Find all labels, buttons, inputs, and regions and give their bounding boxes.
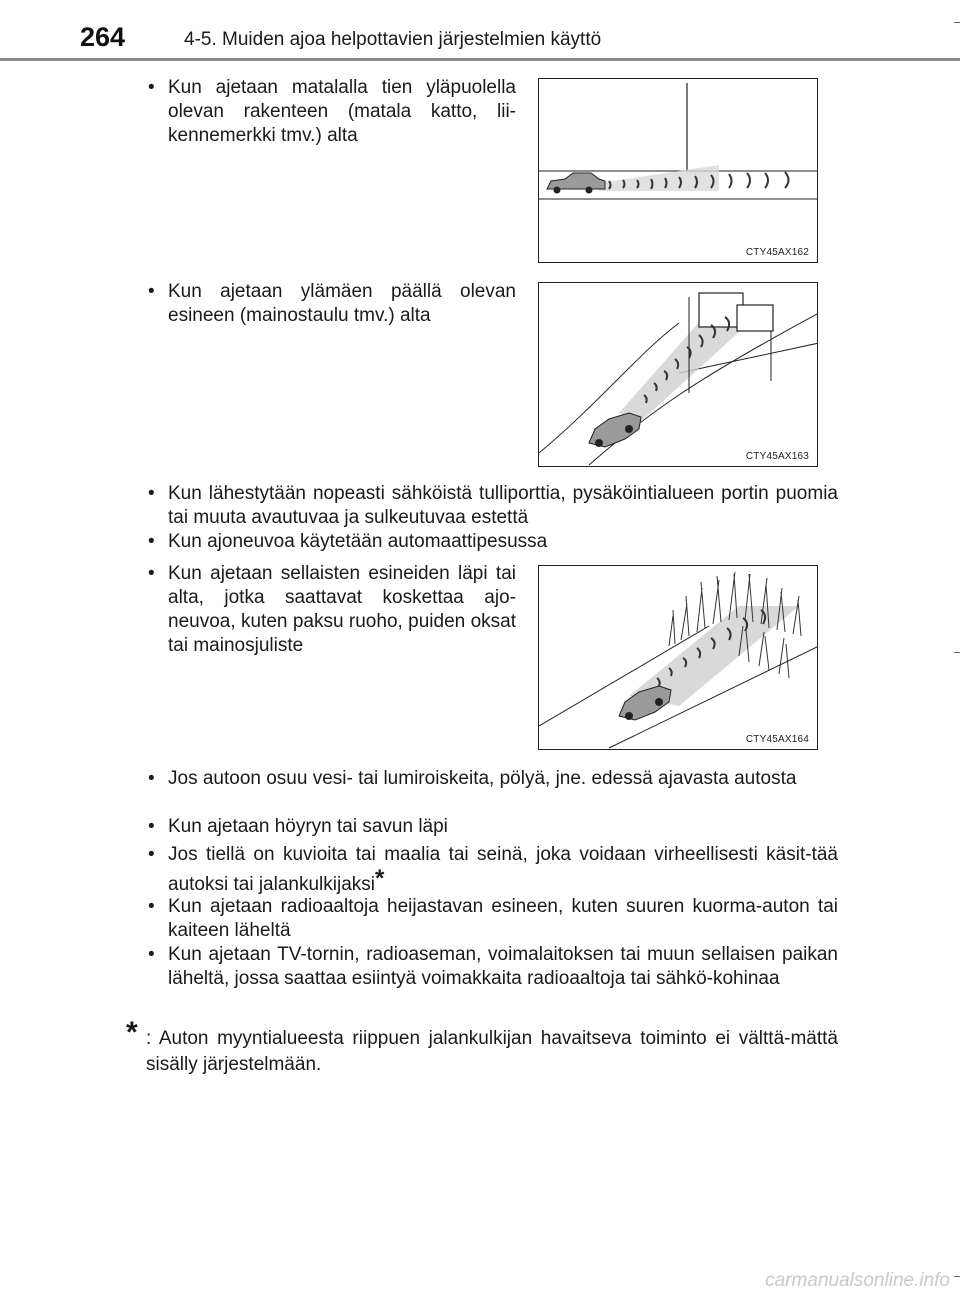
bullet-mark: •: [148, 563, 155, 584]
figure-code: CTY45AX163: [745, 451, 809, 462]
list-item: [148, 562, 516, 658]
list-item: [148, 530, 838, 554]
thick-grass-illustration: [539, 566, 818, 750]
bullet-mark: •: [148, 768, 155, 789]
figure-code: CTY45AX162: [745, 247, 809, 258]
list-item-text: Kun ajetaan TV-tornin, radioaseman, voimalaitoksen tai muun sellaisen paikan läheltä, jossa saattaa esiintyä voimakkaita radioaaltoja tai sähkö-kohinaa: [168, 944, 838, 989]
figure-uphill-billboard: [538, 282, 818, 467]
list-item: [148, 840, 838, 900]
bullet-mark: •: [148, 281, 155, 302]
low-structure-illustration: [539, 79, 818, 263]
footnote-mark: *: [126, 1016, 138, 1049]
bullet-mark: •: [148, 844, 155, 865]
bullet-mark: •: [148, 944, 155, 965]
bullet-mark: •: [148, 483, 155, 504]
list-item-text-main: Jos tiellä on kuvioita tai maalia tai seinä, joka voidaan virheellisesti käsit-tää autoksi tai jalankulkijaksi: [168, 844, 838, 895]
list-item-text: Kun ajetaan matalalla tien yläpuolella olevan rakenteen (matala katto, lii-kennemerkki tmv.) alta: [168, 77, 516, 146]
list-item-text: Kun ajetaan radioaaltoja heijastavan esineen, kuten suuren kuorma-auton tai kaiteen läheltä: [168, 896, 838, 941]
list-item: [148, 943, 838, 991]
header-rule: [0, 58, 960, 61]
figure-low-structure: [538, 78, 818, 263]
list-item: [148, 815, 838, 839]
watermark: carmanualsonline.info: [765, 1270, 950, 1291]
footnote-reference: *: [375, 865, 385, 892]
footnote-text: : Auton myyntialueesta riippuen jalankulkijan havaitseva toiminto ei välttä-mättä sisälly järjestelmään.: [146, 1028, 838, 1075]
page-number: 264: [80, 22, 126, 52]
list-item: [148, 895, 838, 943]
figure-thick-grass: [538, 565, 818, 750]
list-item-text: Kun ajetaan sellaisten esineiden läpi tai alta, jotka saattavat koskettaa ajo-neuvoa, kuten paksu ruoho, puiden oksat tai mainosjuliste: [168, 563, 516, 656]
bullet-mark: •: [148, 816, 155, 837]
list-item-text: Kun ajoneuvoa käytetään automaattipesussa: [168, 531, 548, 552]
page-header: [0, 0, 960, 62]
margin-tick: [954, 22, 960, 23]
list-item: [148, 280, 516, 328]
bullet-mark: •: [148, 77, 155, 98]
list-item-text: Kun lähestytään nopeasti sähköistä tulliporttia, pysäköintialueen portin puomia tai muuta avautuvaa ja sulkeutuvaa estettä: [168, 483, 838, 528]
margin-tick: [954, 652, 960, 653]
uphill-billboard-illustration: [539, 283, 818, 467]
bullet-mark: •: [148, 896, 155, 917]
figure-code: CTY45AX164: [745, 734, 809, 745]
list-item-text: [168, 840, 838, 900]
list-item-text: Kun ajetaan ylämäen päällä olevan esineen (mainostaulu tmv.) alta: [168, 281, 516, 326]
list-item: [148, 76, 516, 148]
footnote: [126, 1016, 838, 1078]
list-item-text: Jos autoon osuu vesi- tai lumiroiskeita, pölyä, jne. edessä ajavasta autosta: [168, 768, 797, 789]
list-item-text: Kun ajetaan höyryn tai savun läpi: [168, 816, 448, 837]
section-title: 4-5. Muiden ajoa helpottavien järjestelmien käyttö: [184, 29, 602, 50]
list-item: [148, 767, 838, 791]
list-item: [148, 482, 838, 530]
bullet-mark: •: [148, 531, 155, 552]
margin-tick: [954, 1276, 960, 1277]
